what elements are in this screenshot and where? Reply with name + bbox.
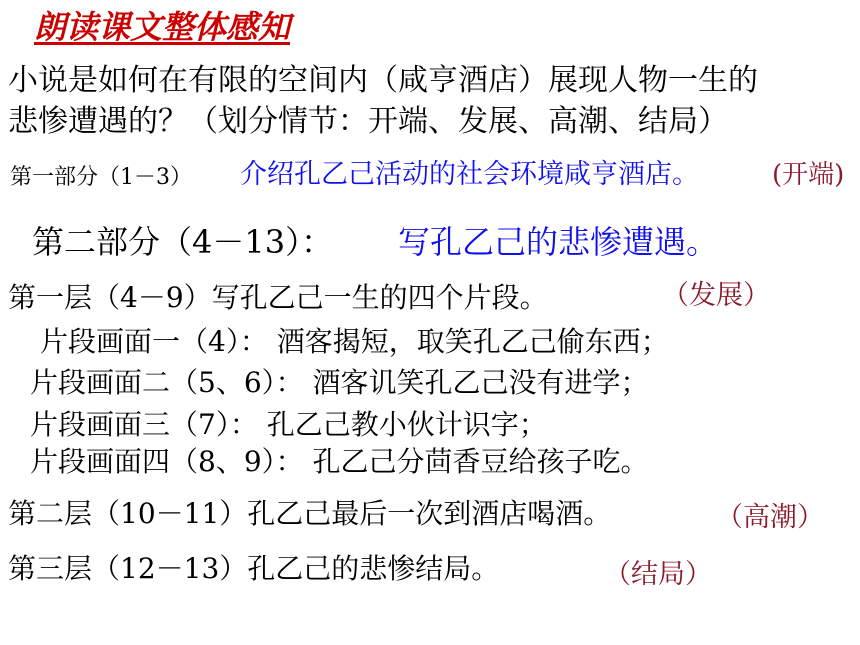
layer1-text: 第一层（4－9）写孔乙己一生的四个片段。	[8, 281, 548, 314]
layer3-text: 第三层（12－13）孔乙己的悲惨结局。	[8, 552, 500, 585]
part1-tag: (开端)	[772, 160, 845, 190]
layer2-tag: （高潮）	[716, 502, 824, 533]
part1-label: 第一部分（1－3）	[10, 165, 192, 190]
fragment-3: 片段画面三（7）： 孔乙己教小伙计识字；	[30, 408, 547, 441]
layer1-tag: （发展）	[662, 280, 770, 311]
layer3-tag: （结局）	[604, 559, 712, 590]
fragment-1: 片段画面一（4）： 酒客揭短，取笑孔乙己偷东西；	[40, 325, 669, 358]
fragment-2: 片段画面二（5、6）： 酒客讥笑孔乙己没有进学；	[30, 366, 649, 399]
question-line-2: 悲惨遭遇的？（划分情节：开端、发展、高潮、结局）	[8, 104, 728, 139]
part2-label: 第二部分（4－13）：	[32, 223, 334, 261]
layer2-text: 第二层（10－11）孔乙己最后一次到酒店喝酒。	[8, 497, 612, 530]
part1-description: 介绍孔乙己活动的社会环境咸亨酒店。	[240, 159, 699, 190]
part2-description: 写孔乙己的悲惨遭遇。	[398, 223, 719, 261]
fragment-4: 片段画面四（8、9）： 孔乙己分茴香豆给孩子吃。	[30, 445, 649, 478]
slide-title: 朗读课文整体感知	[34, 8, 291, 46]
question-line-1: 小说是如何在有限的空间内（咸亨酒店）展现人物一生的	[8, 63, 758, 98]
